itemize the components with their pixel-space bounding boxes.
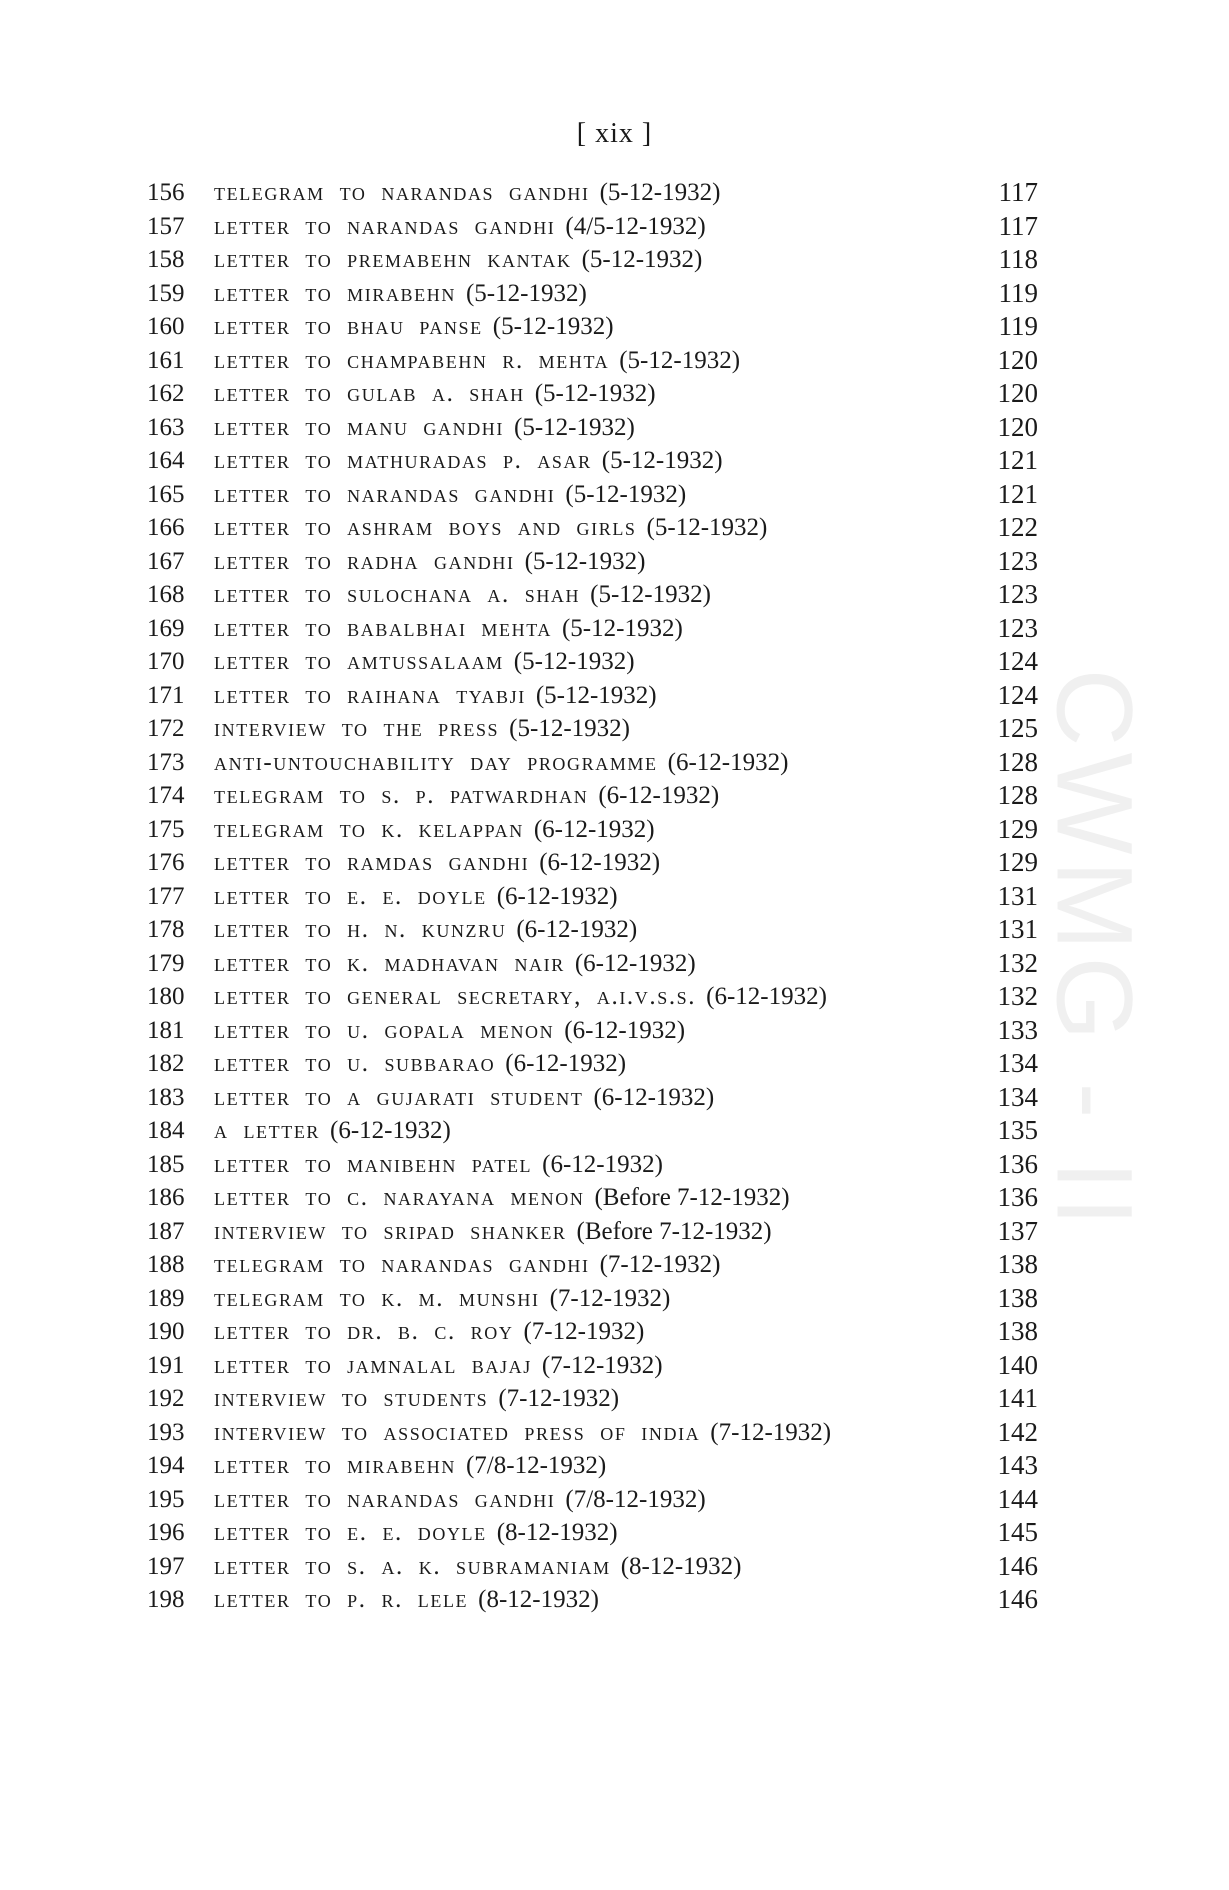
entry-date: (5-12-1932) bbox=[599, 179, 721, 206]
entry-number: 175 bbox=[147, 815, 185, 843]
toc-entry bbox=[0, 545, 1229, 579]
entry-number: 165 bbox=[147, 480, 185, 508]
toc-entry bbox=[0, 947, 1229, 981]
toc-entry bbox=[0, 511, 1229, 545]
entry-date: (7/8-12-1932) bbox=[465, 1452, 607, 1479]
entry-date: (5-12-1932) bbox=[465, 279, 587, 307]
entry-title: letter to a gujarati student bbox=[214, 1083, 584, 1111]
entry-number: 163 bbox=[147, 413, 185, 441]
entry-number: 171 bbox=[147, 681, 185, 709]
entry-date: (7-12-1932) bbox=[549, 1284, 671, 1312]
entry-number: 190 bbox=[147, 1318, 185, 1345]
entry-number: 160 bbox=[147, 313, 185, 340]
entry-number: 196 bbox=[147, 1519, 185, 1546]
entry-page-number: 146 bbox=[997, 1550, 1038, 1581]
toc-entry bbox=[0, 880, 1229, 914]
entry-page-number: 131 bbox=[997, 880, 1038, 911]
table-of-contents bbox=[0, 176, 1229, 1617]
entry-number: 197 bbox=[147, 1552, 185, 1580]
toc-entry bbox=[0, 1248, 1229, 1282]
entry-date: (6-12-1932) bbox=[667, 748, 789, 776]
entry-number: 185 bbox=[147, 1150, 185, 1178]
entry-title-line bbox=[214, 1282, 670, 1316]
entry-page-number: 132 bbox=[997, 981, 1038, 1011]
entry-title-line bbox=[214, 1215, 772, 1249]
entry-number: 182 bbox=[147, 1050, 185, 1077]
entry-title: interview to students bbox=[214, 1385, 489, 1412]
toc-entry bbox=[0, 1483, 1229, 1517]
entry-date: (5-12-1932) bbox=[565, 480, 687, 508]
toc-entry bbox=[0, 1349, 1229, 1383]
entry-number: 191 bbox=[147, 1351, 185, 1379]
entry-title-line bbox=[214, 578, 711, 612]
entry-date: (7/8-12-1932) bbox=[565, 1485, 706, 1513]
entry-number: 161 bbox=[147, 346, 185, 374]
entry-number: 180 bbox=[147, 983, 185, 1010]
entry-date: (6-12-1932) bbox=[533, 815, 655, 843]
entry-number: 176 bbox=[147, 849, 185, 876]
entry-page-number: 141 bbox=[997, 1383, 1038, 1413]
toc-entry bbox=[0, 1047, 1229, 1081]
entry-title: telegram to k. kelappan bbox=[214, 815, 524, 843]
entry-title: telegram to s. p. patwardhan bbox=[214, 782, 589, 809]
entry-page-number: 136 bbox=[997, 1148, 1038, 1179]
entry-title-line bbox=[214, 679, 657, 713]
entry-number: 159 bbox=[147, 279, 185, 307]
entry-date: (6-12-1932) bbox=[496, 882, 618, 910]
entry-title-line bbox=[214, 1047, 626, 1081]
entry-number: 156 bbox=[147, 179, 185, 206]
toc-entry bbox=[0, 1215, 1229, 1249]
entry-date: (8-12-1932) bbox=[496, 1519, 618, 1546]
entry-title-line bbox=[214, 779, 719, 813]
entry-page-number: 122 bbox=[997, 512, 1038, 542]
entry-title: interview to sripad shanker bbox=[214, 1217, 567, 1245]
toc-entry bbox=[0, 645, 1229, 679]
entry-page-number: 119 bbox=[998, 277, 1038, 308]
toc-entry bbox=[0, 210, 1229, 244]
entry-date: (5-12-1932) bbox=[492, 313, 614, 340]
entry-page-number: 129 bbox=[997, 847, 1038, 877]
entry-page-number: 123 bbox=[997, 545, 1038, 576]
entry-title-line bbox=[214, 1081, 714, 1115]
toc-entry bbox=[0, 846, 1229, 880]
entry-number: 198 bbox=[147, 1586, 185, 1613]
toc-entry bbox=[0, 612, 1229, 646]
entry-number: 195 bbox=[147, 1485, 185, 1513]
entry-date: (6-12-1932) bbox=[574, 949, 696, 977]
entry-page-number: 133 bbox=[997, 1014, 1038, 1045]
entry-date: (6-12-1932) bbox=[542, 1150, 663, 1178]
entry-page-number: 138 bbox=[997, 1316, 1038, 1346]
entry-page-number: 146 bbox=[997, 1584, 1038, 1614]
entry-date: (5-12-1932) bbox=[601, 447, 723, 474]
entry-date: (Before 7-12-1932) bbox=[594, 1184, 790, 1211]
entry-date: (6-12-1932) bbox=[516, 916, 638, 943]
entry-page-number: 138 bbox=[997, 1249, 1038, 1279]
entry-number: 181 bbox=[147, 1016, 185, 1044]
toc-entry bbox=[0, 1114, 1229, 1148]
entry-date: (7-12-1932) bbox=[599, 1251, 721, 1278]
entry-title-line bbox=[214, 980, 827, 1014]
entry-date: (6-12-1932) bbox=[598, 782, 720, 809]
entry-title: anti-untouchability day programme bbox=[214, 748, 658, 776]
toc-entry bbox=[0, 1583, 1229, 1617]
entry-title: letter to p. r. lele bbox=[214, 1586, 469, 1613]
entry-number: 170 bbox=[147, 648, 185, 675]
entry-title: letter to mirabehn bbox=[214, 279, 456, 307]
entry-number: 167 bbox=[147, 547, 185, 575]
entry-title-line bbox=[214, 1449, 606, 1483]
toc-entry bbox=[0, 176, 1229, 210]
entry-date: (5-12-1932) bbox=[646, 514, 768, 541]
entry-title-line bbox=[214, 1416, 831, 1450]
entry-title: telegram to narandas gandhi bbox=[214, 1251, 590, 1278]
entry-number: 157 bbox=[147, 212, 185, 240]
entry-page-number: 136 bbox=[997, 1182, 1038, 1212]
entry-page-number: 134 bbox=[997, 1048, 1038, 1078]
entry-title-line bbox=[214, 344, 740, 378]
entry-date: (6-12-1932) bbox=[505, 1050, 627, 1077]
entry-page-number: 125 bbox=[997, 713, 1038, 743]
entry-number: 189 bbox=[147, 1284, 185, 1312]
entry-title: letter to dr. b. c. roy bbox=[214, 1318, 514, 1345]
page-number-label: [ xix ] bbox=[576, 118, 653, 149]
toc-entry bbox=[0, 1416, 1229, 1450]
entry-number: 162 bbox=[147, 380, 185, 407]
entry-title-line bbox=[214, 1148, 663, 1182]
entry-page-number: 128 bbox=[997, 780, 1038, 810]
entry-page-number: 131 bbox=[997, 914, 1038, 944]
entry-page-number: 143 bbox=[997, 1450, 1038, 1480]
entry-page-number: 135 bbox=[997, 1115, 1038, 1145]
entry-title: letter to ashram boys and girls bbox=[214, 514, 637, 541]
toc-entry bbox=[0, 980, 1229, 1014]
entry-number: 184 bbox=[147, 1117, 185, 1144]
entry-title-line bbox=[214, 411, 635, 445]
entry-title-line bbox=[214, 846, 660, 880]
entry-date: (6-12-1932) bbox=[539, 849, 661, 876]
entry-title-line bbox=[214, 645, 635, 679]
entry-title-line bbox=[214, 746, 788, 780]
entry-title-line bbox=[214, 377, 656, 411]
entry-page-number: 121 bbox=[997, 478, 1038, 509]
toc-entry bbox=[0, 578, 1229, 612]
entry-title-line bbox=[214, 176, 720, 210]
entry-title: letter to c. narayana menon bbox=[214, 1184, 585, 1211]
entry-page-number: 120 bbox=[997, 378, 1038, 408]
entry-title-line bbox=[214, 1382, 619, 1416]
entry-title: letter to jamnalal bajaj bbox=[214, 1351, 532, 1379]
entry-title: letter to premabehn kantak bbox=[214, 246, 572, 273]
entry-number: 188 bbox=[147, 1251, 185, 1278]
entry-title: letter to s. a. k. subramaniam bbox=[214, 1552, 611, 1580]
entry-title: letter to e. e. doyle bbox=[214, 882, 487, 910]
entry-page-number: 128 bbox=[997, 746, 1038, 777]
entry-number: 186 bbox=[147, 1184, 185, 1211]
entry-title: letter to narandas gandhi bbox=[214, 212, 556, 240]
entry-title-line bbox=[214, 1181, 790, 1215]
entry-page-number: 140 bbox=[997, 1349, 1038, 1380]
toc-entry bbox=[0, 1081, 1229, 1115]
entry-title-line bbox=[214, 612, 683, 646]
entry-title-line bbox=[214, 1014, 685, 1048]
entry-page-number: 144 bbox=[997, 1483, 1038, 1514]
entry-page-number: 118 bbox=[998, 244, 1038, 274]
entry-number: 172 bbox=[147, 715, 185, 742]
toc-entry bbox=[0, 310, 1229, 344]
entry-number: 193 bbox=[147, 1418, 185, 1446]
toc-entry bbox=[0, 478, 1229, 512]
entry-date: (8-12-1932) bbox=[478, 1586, 599, 1613]
entry-title-line bbox=[214, 243, 702, 277]
entry-title-line bbox=[214, 947, 696, 981]
entry-title-line bbox=[214, 277, 587, 311]
entry-date: (8-12-1932) bbox=[620, 1552, 742, 1580]
entry-number: 169 bbox=[147, 614, 185, 642]
entry-number: 166 bbox=[147, 514, 185, 541]
entry-date: (5-12-1932) bbox=[514, 413, 635, 441]
entry-title: letter to e. e. doyle bbox=[214, 1519, 487, 1546]
entry-title: letter to u. gopala menon bbox=[214, 1016, 555, 1044]
entry-date: (6-12-1932) bbox=[330, 1117, 451, 1144]
entry-date: (7-12-1932) bbox=[541, 1351, 663, 1379]
toc-entry bbox=[0, 243, 1229, 277]
entry-date: (6-12-1932) bbox=[706, 983, 827, 1010]
entry-title: a letter bbox=[214, 1117, 321, 1144]
entry-date: (7-12-1932) bbox=[710, 1418, 832, 1446]
entry-page-number: 129 bbox=[997, 813, 1038, 844]
entry-title: letter to u. subbarao bbox=[214, 1050, 496, 1077]
toc-entry bbox=[0, 1382, 1229, 1416]
toc-entry bbox=[0, 1315, 1229, 1349]
entry-title-line bbox=[214, 444, 723, 478]
toc-entry bbox=[0, 1550, 1229, 1584]
entry-title: letter to general secretary, a.i.v.s.s. bbox=[214, 983, 697, 1010]
entry-title: interview to the press bbox=[214, 715, 500, 742]
entry-page-number: 119 bbox=[998, 311, 1038, 341]
entry-title: letter to h. n. kunzru bbox=[214, 916, 507, 943]
entry-title-line bbox=[214, 210, 706, 244]
entry-date: (5-12-1932) bbox=[534, 380, 656, 407]
toc-entry bbox=[0, 277, 1229, 311]
entry-title-line bbox=[214, 1248, 720, 1282]
entry-title-line bbox=[214, 712, 630, 746]
entry-title: letter to bhau panse bbox=[214, 313, 483, 340]
entry-number: 187 bbox=[147, 1217, 185, 1245]
entry-title: letter to k. madhavan nair bbox=[214, 949, 565, 977]
entry-date: (5-12-1932) bbox=[561, 614, 683, 642]
entry-title-line bbox=[214, 1483, 706, 1517]
entry-title: letter to radha gandhi bbox=[214, 547, 515, 575]
entry-number: 192 bbox=[147, 1385, 185, 1412]
toc-entry bbox=[0, 1516, 1229, 1550]
entry-title: letter to mirabehn bbox=[214, 1452, 456, 1479]
entry-title-line bbox=[214, 880, 618, 914]
entry-page-number: 137 bbox=[997, 1215, 1038, 1246]
toc-entry bbox=[0, 444, 1229, 478]
entry-page-number: 142 bbox=[997, 1416, 1038, 1447]
entry-title: letter to amtussalaam bbox=[214, 648, 504, 675]
entry-number: 178 bbox=[147, 916, 185, 943]
toc-entry bbox=[0, 913, 1229, 947]
entry-title: letter to gulab a. shah bbox=[214, 380, 525, 407]
entry-title-line bbox=[214, 1516, 618, 1550]
entry-number: 177 bbox=[147, 882, 185, 910]
entry-date: (Before 7-12-1932) bbox=[576, 1217, 772, 1245]
entry-title-line bbox=[214, 511, 767, 545]
entry-page-number: 123 bbox=[997, 579, 1038, 609]
entry-number: 179 bbox=[147, 949, 185, 977]
entry-title-line bbox=[214, 1349, 663, 1383]
entry-page-number: 134 bbox=[997, 1081, 1038, 1112]
toc-entry bbox=[0, 813, 1229, 847]
entry-page-number: 121 bbox=[997, 445, 1038, 475]
entry-title: letter to mathuradas p. asar bbox=[214, 447, 592, 474]
entry-date: (6-12-1932) bbox=[564, 1016, 686, 1044]
entry-date: (5-12-1932) bbox=[619, 346, 741, 374]
entry-title: letter to sulochana a. shah bbox=[214, 581, 581, 608]
entry-date: (5-12-1932) bbox=[509, 715, 630, 742]
toc-entry bbox=[0, 746, 1229, 780]
entry-number: 168 bbox=[147, 581, 185, 608]
entry-page-number: 145 bbox=[997, 1517, 1038, 1547]
entry-title: letter to manu gandhi bbox=[214, 413, 504, 441]
toc-entry bbox=[0, 1181, 1229, 1215]
toc-entry bbox=[0, 411, 1229, 445]
entry-date: (5-12-1932) bbox=[535, 681, 657, 709]
entry-date: (4/5-12-1932) bbox=[565, 212, 706, 240]
entry-page-number: 124 bbox=[997, 679, 1038, 710]
toc-entry bbox=[0, 1014, 1229, 1048]
entry-page-number: 138 bbox=[997, 1282, 1038, 1313]
entry-page-number: 120 bbox=[997, 411, 1038, 442]
toc-entry bbox=[0, 1282, 1229, 1316]
entry-title: letter to babalbhai mehta bbox=[214, 614, 552, 642]
entry-title: telegram to narandas gandhi bbox=[214, 179, 590, 206]
entry-number: 194 bbox=[147, 1452, 185, 1479]
entry-title-line bbox=[214, 813, 655, 847]
entry-title: letter to ramdas gandhi bbox=[214, 849, 530, 876]
entry-title-line bbox=[214, 913, 637, 947]
entry-date: (5-12-1932) bbox=[513, 648, 635, 675]
entry-title: interview to associated press of india bbox=[214, 1418, 701, 1446]
entry-title: letter to raihana tyabji bbox=[214, 681, 526, 709]
entry-date: (7-12-1932) bbox=[523, 1318, 645, 1345]
entry-number: 158 bbox=[147, 246, 185, 273]
toc-entry bbox=[0, 1148, 1229, 1182]
entry-title: letter to narandas gandhi bbox=[214, 1485, 556, 1513]
entry-title: letter to manibehn patel bbox=[214, 1150, 533, 1178]
toc-entry bbox=[0, 344, 1229, 378]
entry-page-number: 117 bbox=[998, 177, 1038, 207]
entry-page-number: 124 bbox=[997, 646, 1038, 676]
entry-title: letter to champabehn r. mehta bbox=[214, 346, 610, 374]
toc-entry bbox=[0, 779, 1229, 813]
entry-date: (5-12-1932) bbox=[590, 581, 711, 608]
toc-entry bbox=[0, 712, 1229, 746]
entry-title-line bbox=[214, 478, 686, 512]
entry-title-line bbox=[214, 1550, 742, 1584]
entry-number: 173 bbox=[147, 748, 185, 776]
entry-page-number: 120 bbox=[997, 344, 1038, 375]
entry-page-number: 132 bbox=[997, 947, 1038, 978]
entry-page-number: 123 bbox=[997, 612, 1038, 643]
entry-page-number: 117 bbox=[998, 210, 1038, 241]
entry-number: 164 bbox=[147, 447, 185, 474]
entry-title-line bbox=[214, 1114, 451, 1148]
entry-title-line bbox=[214, 310, 614, 344]
entry-title-line bbox=[214, 1315, 644, 1349]
entry-title-line bbox=[214, 545, 645, 579]
watermark-text: CWMG - II bbox=[1034, 668, 1156, 1232]
entry-number: 174 bbox=[147, 782, 185, 809]
entry-title: letter to narandas gandhi bbox=[214, 480, 556, 508]
entry-date: (5-12-1932) bbox=[581, 246, 703, 273]
entry-date: (5-12-1932) bbox=[524, 547, 646, 575]
entry-date: (7-12-1932) bbox=[498, 1385, 620, 1412]
toc-entry bbox=[0, 679, 1229, 713]
entry-number: 183 bbox=[147, 1083, 185, 1111]
toc-entry bbox=[0, 377, 1229, 411]
entry-title: telegram to k. m. munshi bbox=[214, 1284, 540, 1312]
toc-entry bbox=[0, 1449, 1229, 1483]
entry-title-line bbox=[214, 1583, 599, 1617]
entry-date: (6-12-1932) bbox=[593, 1083, 715, 1111]
